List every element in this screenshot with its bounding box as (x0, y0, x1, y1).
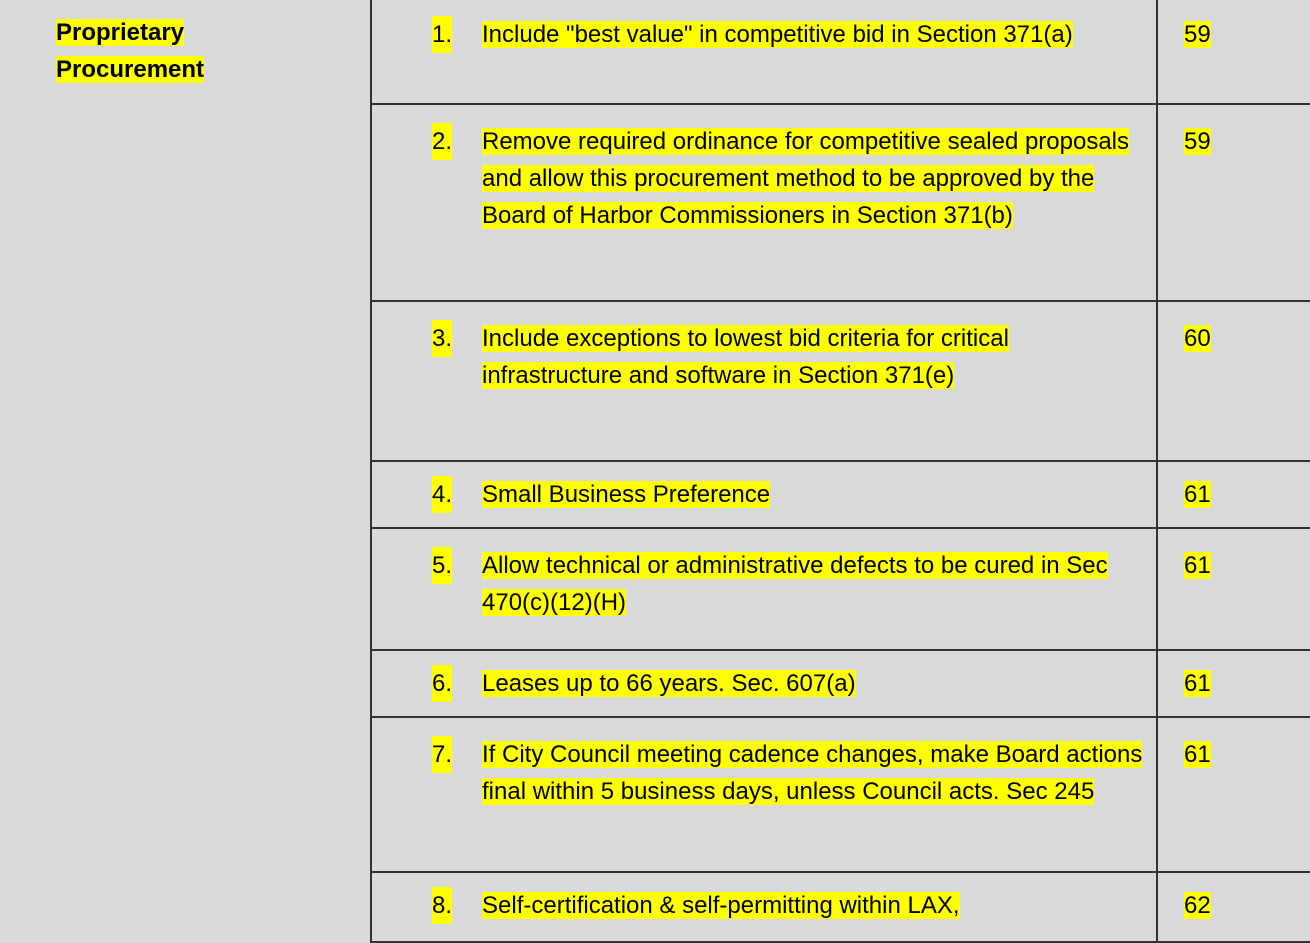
row-item (432, 476, 1152, 513)
page-number-text: 61 (1184, 552, 1211, 579)
column-divider (1156, 873, 1158, 941)
page-number-text: 59 (1184, 21, 1211, 48)
table-row (372, 462, 1310, 529)
table-row (372, 529, 1310, 651)
table-row (372, 651, 1310, 718)
item-text: Leases up to 66 years. Sec. 607(a) (482, 670, 856, 697)
item-number: 6. (432, 665, 452, 702)
page-number-text: 61 (1184, 741, 1211, 768)
page-number (1184, 320, 1211, 357)
page-number (1184, 16, 1211, 53)
category-line-2: Procurement (56, 56, 205, 83)
recommendations-table (370, 0, 1310, 943)
row-item (432, 736, 1152, 810)
page-number (1184, 887, 1211, 924)
table-row (372, 0, 1310, 105)
column-divider (1156, 0, 1158, 103)
page-number-text: 60 (1184, 325, 1211, 352)
column-divider (1156, 462, 1158, 527)
row-item (432, 320, 1152, 394)
item-number: 5. (432, 547, 452, 584)
page-number (1184, 736, 1211, 773)
item-number: 1. (432, 16, 452, 53)
item-number: 2. (432, 123, 452, 160)
row-item (432, 665, 1152, 702)
table-row (372, 873, 1310, 943)
table-row (372, 105, 1310, 302)
item-text: Remove required ordinance for competitive sealed proposals and allow this procurement method to be approved by the Board of Harbor Commissioners in Section 371(b) (482, 128, 1130, 229)
item-text: Allow technical or administrative defects to be cured in Sec 470(c)(12)(H) (482, 552, 1108, 616)
row-item (432, 887, 1152, 924)
item-text: Self-certification & self-permitting within LAX, (482, 892, 960, 919)
page-number-text: 62 (1184, 892, 1211, 919)
page-number (1184, 547, 1211, 584)
category-label (56, 14, 356, 88)
page-number-text: 61 (1184, 481, 1211, 508)
item-text: Small Business Preference (482, 481, 771, 508)
column-divider (1156, 651, 1158, 716)
page-number (1184, 476, 1211, 513)
column-divider (1156, 718, 1158, 871)
table-row (372, 718, 1310, 873)
table-row (372, 302, 1310, 462)
column-divider (1156, 529, 1158, 649)
column-divider (1156, 302, 1158, 460)
item-text: If City Council meeting cadence changes, make Board actions final within 5 business days, unless Council acts. Sec 245 (482, 741, 1143, 805)
item-text: Include exceptions to lowest bid criteria for critical infrastructure and software in Section 371(e) (482, 325, 1009, 389)
page-number-text: 59 (1184, 128, 1211, 155)
page-number (1184, 123, 1211, 160)
page-number (1184, 665, 1211, 702)
item-number: 4. (432, 476, 452, 513)
row-item (432, 547, 1152, 621)
item-number: 3. (432, 320, 452, 357)
page-number-text: 61 (1184, 670, 1211, 697)
item-number: 7. (432, 736, 452, 773)
item-text: Include "best value" in competitive bid in Section 371(a) (482, 21, 1073, 48)
row-item (432, 16, 1152, 53)
category-line-1: Proprietary (56, 19, 185, 46)
row-item (432, 123, 1152, 234)
item-number: 8. (432, 887, 452, 924)
column-divider (1156, 105, 1158, 300)
